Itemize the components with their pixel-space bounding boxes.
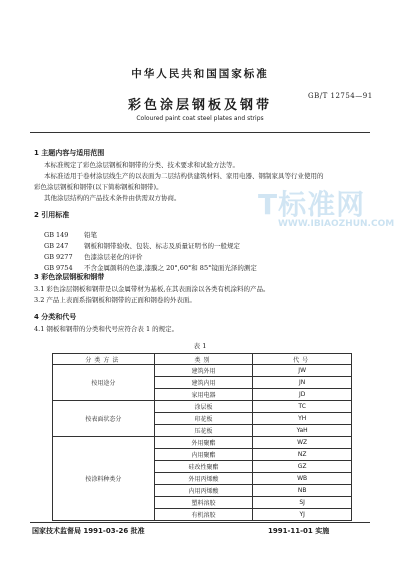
- method-cell: 按涂料种类分: [53, 437, 155, 521]
- section-3-1: 3.1 彩色涂层钢板和钢带是以金属带材为基板,在其表面涂以各类有机涂料的产品。: [34, 285, 270, 293]
- category-cell: 内用丙烯酸: [154, 485, 253, 497]
- section-4-1: 4.1 钢板和钢带的分类和代号应符合表 1 的规定。: [34, 325, 179, 333]
- code-cell: NZ: [253, 449, 352, 461]
- section-4-heading: 4 分类和代号: [34, 313, 77, 321]
- section-1-para-2b: 彩色涂层钢板和钢带(以下简称钢板和钢带)。: [34, 183, 163, 191]
- code-cell: WZ: [253, 437, 352, 449]
- section-1-heading: 1 主题内容与适用范围: [34, 149, 105, 157]
- category-cell: 家用电器: [154, 389, 253, 401]
- code-cell: JN: [253, 377, 352, 389]
- code-cell: YJ: [253, 509, 352, 521]
- approval-date: 国家技术监督局 1991-03-26 批准: [32, 527, 145, 535]
- category-cell: 涂层板: [154, 401, 253, 413]
- category-cell: 塑料溶胶: [154, 497, 253, 509]
- category-cell: 压花板: [154, 425, 253, 437]
- reference-item: GB 9754 不含金属颜料的色漆,漆膜之 20°,60°和 85°镜面光泽的测定: [44, 264, 257, 272]
- reference-item: GB 247 钢板和钢带验收、包装、标志及质量证明书的一般规定: [44, 242, 240, 250]
- category-cell: 建筑内用: [154, 377, 253, 389]
- standard-number: GB/T 12754—91: [308, 92, 373, 100]
- section-1-para-2a: 本标准适用于卷材涂层线生产的以表面为二层结构供建筑材料、家用电器、钢制家具等行业使用的: [44, 172, 324, 180]
- classification-table: [52, 353, 352, 521]
- header-method: 分类方法: [53, 354, 155, 365]
- header-code: 代号: [253, 354, 352, 365]
- table-caption: 表 1: [193, 342, 207, 350]
- category-cell: 外用丙烯酸: [154, 473, 253, 485]
- bottom-divider: [30, 522, 370, 523]
- top-divider: [30, 132, 370, 133]
- code-cell: JW: [253, 365, 352, 377]
- category-cell: 外用聚酯: [154, 437, 253, 449]
- table-header-row: [53, 354, 352, 365]
- code-cell: TC: [253, 401, 352, 413]
- code-cell: SJ: [253, 497, 352, 509]
- code-cell: NB: [253, 485, 352, 497]
- header-category: 类别: [154, 354, 253, 365]
- category-cell: 内用聚酯: [154, 449, 253, 461]
- table-row: [53, 437, 352, 449]
- category-cell: 硅改性聚酯: [154, 461, 253, 473]
- document-title: 彩色涂层钢板及钢带: [127, 98, 272, 113]
- reference-item: GB 9277 色漆涂层老化的评价: [44, 253, 143, 261]
- standard-org-header: 中华人民共和国国家标准: [131, 68, 269, 80]
- code-cell: GZ: [253, 461, 352, 473]
- method-cell: 按表面状态分: [53, 401, 155, 437]
- section-2-heading: 2 引用标准: [34, 211, 70, 219]
- reference-item: GB 149 铅笔: [44, 231, 97, 239]
- category-cell: 有机溶胶: [154, 509, 253, 521]
- section-1-para-1: 本标准规定了彩色涂层钢板和钢带的分类、技术要求和试验方法等。: [44, 161, 239, 169]
- section-1-para-3: 其他涂层结构的产品技术条件由供需双方协商。: [44, 194, 181, 202]
- watermark-url: WWW.IBIAOZHUN.COM: [278, 219, 395, 229]
- section-3-heading: 3 彩色涂层钢板和钢带: [34, 273, 105, 281]
- category-cell: 建筑外用: [154, 365, 253, 377]
- english-title: Coloured paint coat steel plates and strips: [136, 115, 264, 122]
- category-cell: 印花板: [154, 413, 253, 425]
- method-cell: 按用途分: [53, 365, 155, 401]
- code-cell: JD: [253, 389, 352, 401]
- code-cell: YH: [253, 413, 352, 425]
- code-cell: YaH: [253, 425, 352, 437]
- table-row: [53, 365, 352, 377]
- table-row: [53, 401, 352, 413]
- section-3-2: 3.2 产品上表面系指钢板和钢带的正面和钢卷的外表面。: [34, 296, 196, 304]
- watermark-logo: T标准网: [258, 188, 366, 221]
- code-cell: WB: [253, 473, 352, 485]
- effective-date: 1991-11-01 实施: [268, 527, 330, 535]
